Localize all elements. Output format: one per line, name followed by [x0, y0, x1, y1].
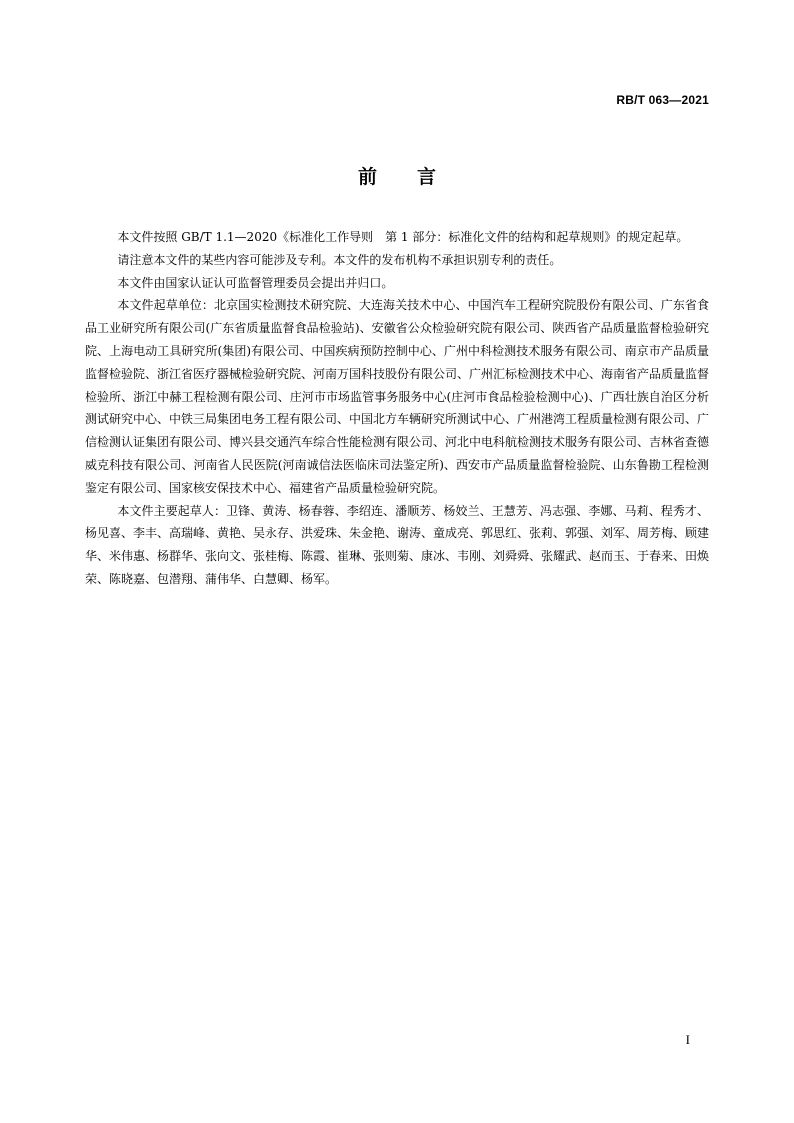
- page-title: 前言: [357, 166, 476, 188]
- paragraph-drafting-rules: 本文件按照 GB/T 1.1—2020《标准化工作导则 第 1 部分：标准化文件的结构和起草规则》的规定起草。: [117, 230, 689, 244]
- page-number: I: [685, 1032, 690, 1047]
- paragraph-patent-notice: 请注意本文件的某些内容可能涉及专利。本文件的发布机构不承担识别专利的责任。: [117, 252, 562, 267]
- paragraph-drafting-units: 本文件起草单位：北京国实检测技术研究院、大连海关技术中心、中国汽车工程研究院股份有限公司、广东省食品工业研究所有限公司(广东省质量监督食品检验站)、安徽省公众检验研究院有限公司、陕西省产品质量监督检验研究院、上海电动工具研究所(集团)有限公司、中国疾病预防控制中心、广州中科检测技术服务有限公司、南京市产品质量监督检验院、浙江省医疗器械检验研究院、河南万国科技股份有限公司、广州汇标检测技术中心、海南省产品质量监督检验所、浙江中赫工程检测有限公司、庄河市市场监管事务服务中心(庄河市食品检验检测中心)、广西壮族自治区分析测试研究中心、中铁三局集团电务工程有限公司、中国北方车辆研究所测试中心、广州港湾工程质量检测有限公司、广信检测认证集团有限公司、博兴县交通汽车综合性能检测有限公司、河北中电科航检测技术服务有限公司、吉林省查德威克科技有限公司、河南省人民医院(河南诚信法医临床司法鉴定所)、西安市产品质量监督检验院、山东鲁勘工程检测鉴定有限公司、国家核安保技术中心、福建省产品质量检验研究院。: [85, 298, 710, 495]
- foreword-body: [85, 226, 709, 591]
- document-code: RB/T 063—2021: [616, 93, 709, 107]
- paragraph-proposer: 本文件由国家认证认可监督管理委员会提出并归口。: [117, 275, 394, 290]
- paragraph-drafters: 本文件主要起草人：卫锋、黄涛、杨春蓉、李绍连、潘顺芳、杨姣兰、王慧芳、冯志强、李娜、马莉、程秀才、杨见喜、李丰、高瑞峰、黄艳、吴永存、洪爱珠、朱金艳、谢涛、童成亮、郭思红、张莉、郭强、刘军、周芳梅、顾建华、米伟惠、杨群华、张向文、张桂梅、陈霞、崔琳、张则菊、康冰、韦刚、刘舜舜、张耀武、赵而玉、于春来、田焕荣、陈晓嘉、包潜翔、蒲伟华、白慧卿、杨军。: [85, 503, 710, 586]
